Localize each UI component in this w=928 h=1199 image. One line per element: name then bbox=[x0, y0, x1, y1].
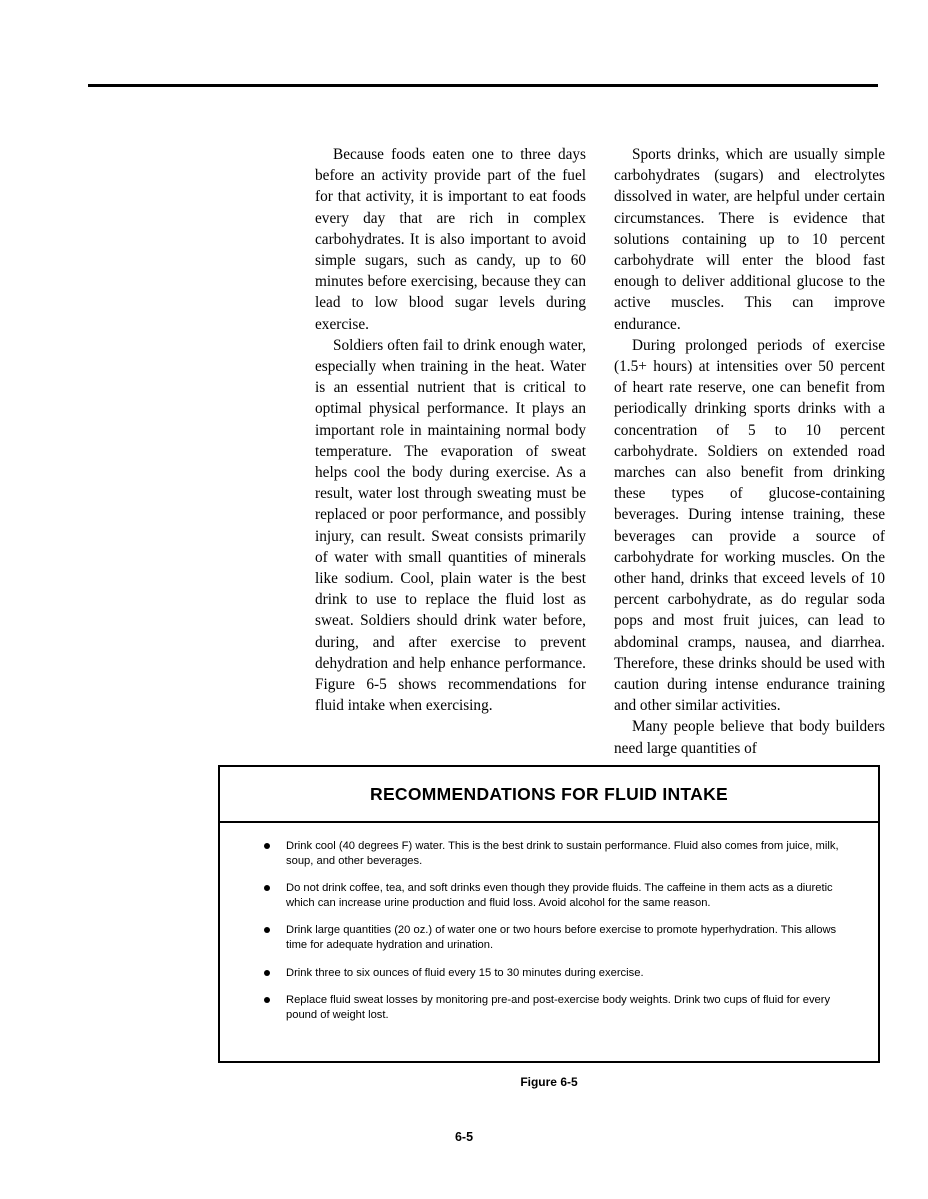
bullet-icon bbox=[264, 970, 270, 976]
bullet-icon bbox=[264, 843, 270, 849]
paragraph: Sports drinks, which are usually simple carbohydrates (sugars) and electrolytes dissolved in water, are helpful under certain circumstances. There is evidence that solutions containing up to 10 percent carbohydrate will enter the blood fast enough to deliver additional glucose to the active muscles. This can improve endurance. bbox=[614, 146, 885, 333]
paragraph: Because foods eaten one to three days before an activity provide part of the fuel for that activity, it is important to eat foods every day that are rich in complex carbohydrates. It is also important to avoid simple sugars, such as candy, up to 60 minutes before exercising, because they can lead to low blood sugar levels during exercise. bbox=[315, 146, 586, 333]
list-item bbox=[264, 966, 844, 981]
page-number: 6-5 bbox=[454, 1130, 474, 1144]
bullet-icon bbox=[264, 997, 270, 1003]
list-item bbox=[264, 993, 844, 1022]
figure-title-bar bbox=[220, 767, 878, 823]
paragraph: Soldiers often fail to drink enough water, especially when training in the heat. Water is an essential nutrient that is critical to optimal physical performance. It plays an important role in maintaining normal body temperature. The evaporation of sweat helps cool the body during exercise. As a result, water lost through sweating must be replaced or poor performance, and possibly injury, can result. Sweat consists primarily of water with small quantities of minerals like sodium. Cool, plain water is the best drink to use to replace the fluid lost as sweat. Soldiers should drink water before, during, and after exercise to prevent dehydration and help enhance performance. Figure 6-5 shows recommendations for fluid intake when exercising. bbox=[315, 336, 586, 715]
list-item-text: Replace fluid sweat losses by monitoring pre-and post-exercise body weights. Drink two cups of fluid for every pound of weight lost. bbox=[286, 994, 831, 1021]
paragraph: During prolonged periods of exercise (1.5+ hours) at intensities over 50 percent of heart rate reserve, one can benefit from periodically drinking sports drinks with a concentration of 5 to 10 percent carbohydrate. Soldiers on extended road marches can also benefit from drinking these types of glucose-containing beverages. During intense training, these beverages can provide a source of carbohydrate for working muscles. On the other hand, drinks that exceed levels of 10 percent carbohydrate, as do regular soda pops and most fruit juices, can lead to abdominal cramps, nausea, and diarrhea. Therefore, these drinks should be used with caution during intense endurance training and other similar activities. bbox=[614, 336, 885, 715]
column-left bbox=[315, 144, 586, 759]
body-columns bbox=[315, 144, 885, 759]
list-item bbox=[264, 881, 844, 910]
bullet-icon bbox=[264, 885, 270, 891]
list-item bbox=[264, 923, 844, 952]
list-item-text: Drink cool (40 degrees F) water. This is the best drink to sustain performance. Fluid also comes from juice, milk, soup, and other beverages. bbox=[286, 840, 839, 867]
list-item bbox=[264, 839, 844, 868]
figure-title: RECOMMENDATIONS FOR FLUID INTAKE bbox=[370, 783, 728, 804]
header-rule bbox=[88, 84, 878, 87]
list-item-text: Drink large quantities (20 oz.) of water one or two hours before exercise to promote hyperhydration. This allows time for adequate hydration and urination. bbox=[286, 924, 837, 951]
paragraph: Many people believe that body builders need large quantities of bbox=[614, 718, 885, 757]
list-item-text: Drink three to six ounces of fluid every 15 to 30 minutes during exercise. bbox=[286, 966, 644, 979]
figure-caption: Figure 6-5 bbox=[520, 1075, 578, 1089]
figure-bullet-list bbox=[220, 823, 878, 1032]
figure-6-5-box bbox=[218, 765, 880, 1063]
column-right bbox=[614, 144, 885, 759]
bullet-icon bbox=[264, 927, 270, 933]
list-item-text: Do not drink coffee, tea, and soft drinks even though they provide fluids. The caffeine in them acts as a diuretic which can increase urine production and fluid loss. Avoid alcohol for the same reason. bbox=[286, 882, 833, 909]
